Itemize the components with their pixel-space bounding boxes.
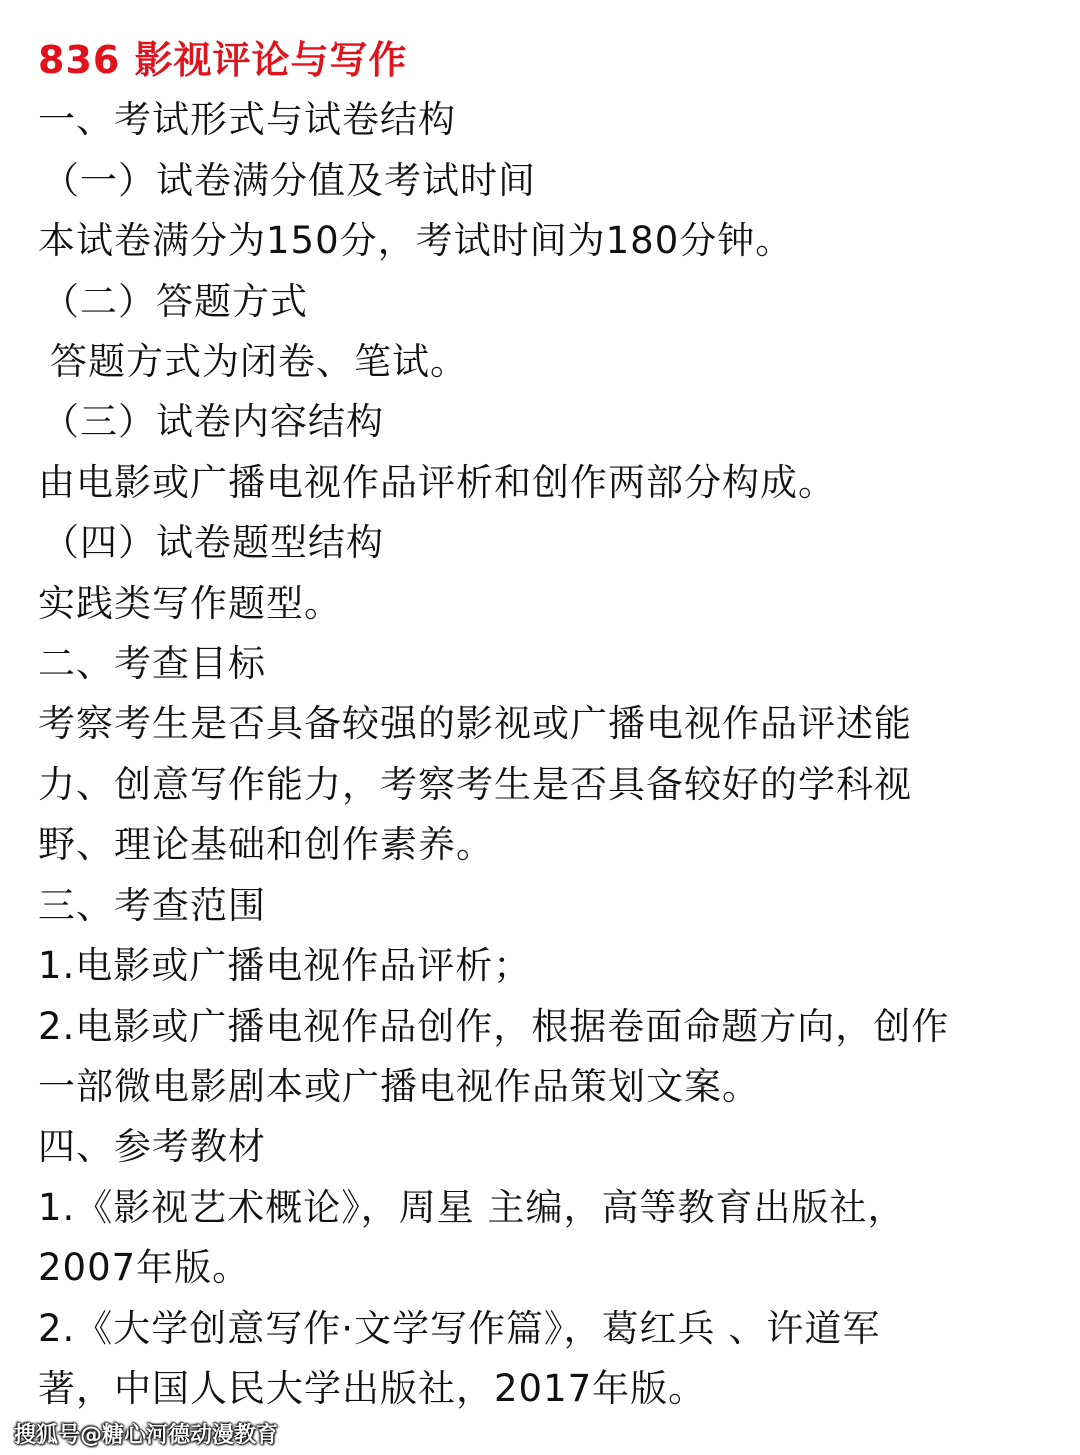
document-title: 836 影视评论与写作: [38, 38, 408, 82]
paragraph-line: 野、理论基础和创作素养。: [38, 823, 494, 867]
subsection-heading-1-1: （一）试卷满分值及考试时间: [42, 158, 536, 202]
reference-item-continuation: 2007年版。: [38, 1246, 251, 1290]
reference-item: 2.《大学创意写作·文学写作篇》，葛红兵 、许道军: [38, 1306, 881, 1350]
paragraph-line: 答题方式为闭卷、笔试。: [50, 340, 468, 384]
reference-item: 1.《影视艺术概论》，周星 主编，高等教育出版社，: [38, 1185, 906, 1229]
list-item: 2.电影或广播电视作品创作，根据卷面命题方向，创作: [38, 1004, 950, 1048]
paragraph-line: 由电影或广播电视作品评析和创作两部分构成。: [38, 460, 836, 504]
subsection-heading-1-2: （二）答题方式: [42, 279, 308, 323]
reference-item-continuation: 著，中国人民大学出版社，2017年版。: [38, 1366, 707, 1410]
section-heading-1: 一、考试形式与试卷结构: [38, 98, 456, 142]
list-item-continuation: 一部微电影剧本或广播电视作品策划文案。: [38, 1064, 760, 1108]
section-heading-4: 四、参考教材: [38, 1125, 266, 1169]
list-item: 1.电影或广播电视作品评析；: [38, 944, 532, 988]
section-heading-3: 三、考查范围: [38, 883, 266, 927]
paragraph-line: 考察考生是否具备较强的影视或广播电视作品评述能: [38, 702, 912, 746]
paragraph-line: 实践类写作题型。: [38, 581, 342, 625]
paragraph-line: 本试卷满分为150分，考试时间为180分钟。: [38, 219, 794, 263]
section-heading-2: 二、考查目标: [38, 642, 266, 686]
paragraph-line: 力、创意写作能力，考察考生是否具备较好的学科视: [38, 762, 912, 806]
watermark: 搜狐号@糖心河德动漫教育: [14, 1423, 279, 1448]
document-body: [38, 30, 1058, 1419]
subsection-heading-1-4: （四）试卷题型结构: [42, 521, 384, 565]
subsection-heading-1-3: （三）试卷内容结构: [42, 400, 384, 444]
